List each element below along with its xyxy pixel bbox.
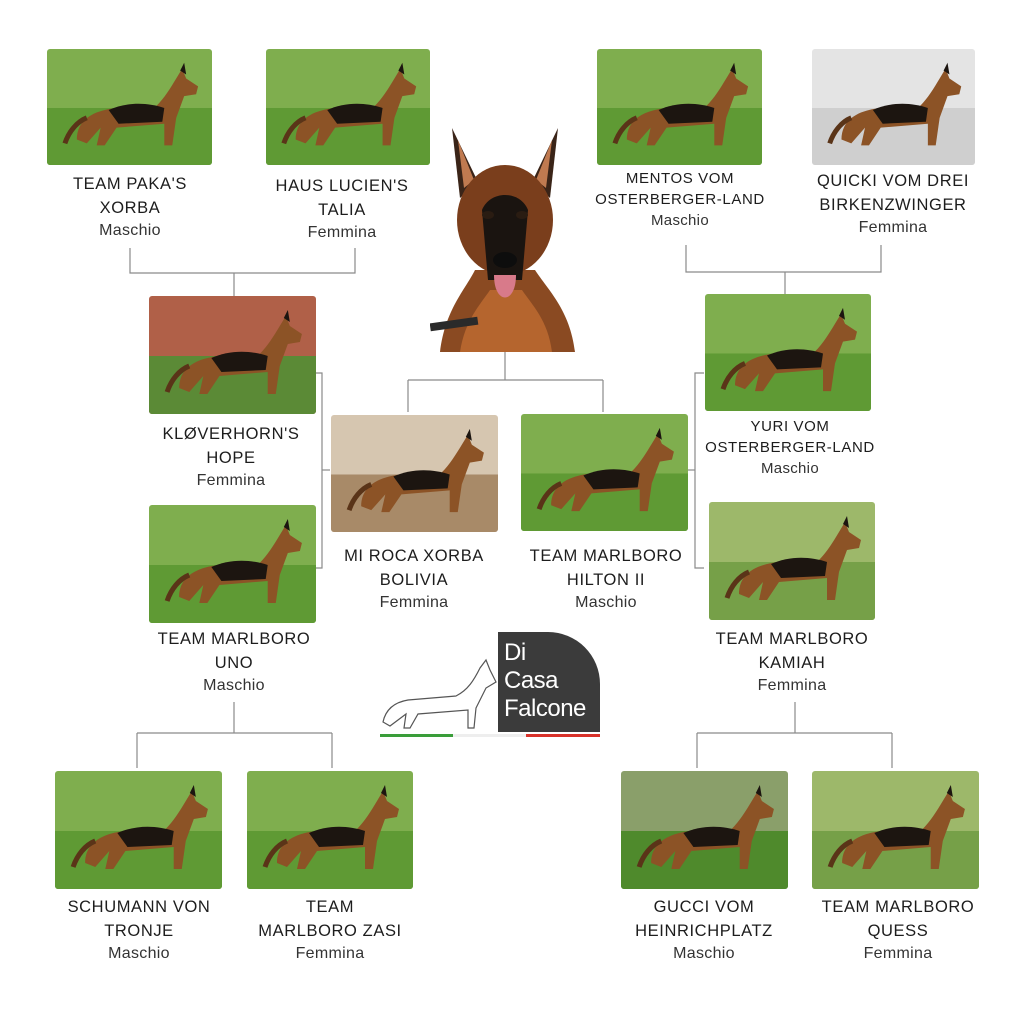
dog-name-line-1: KLØVERHORN'S xyxy=(162,425,300,443)
dog-name-line-2: QUESS xyxy=(867,922,929,940)
dog-icon xyxy=(709,502,875,620)
dog-name-line-1: MENTOS VOM xyxy=(625,170,735,187)
dog-photo-uno xyxy=(149,505,316,623)
dog-portrait-icon xyxy=(430,120,580,352)
dog-sex: Femmina xyxy=(379,594,449,611)
dog-photo-paka xyxy=(47,49,212,165)
dog-name-line-2: BOLIVIA xyxy=(379,571,449,589)
dog-name-line-2: TALIA xyxy=(318,201,366,219)
dog-photo-hope xyxy=(149,296,316,414)
dog-name-line-2: KAMIAH xyxy=(758,654,826,672)
dog-name-line-2: BIRKENZWINGER xyxy=(819,196,967,214)
dog-photo-mentos xyxy=(597,49,762,165)
dog-label-mentos xyxy=(595,168,765,231)
dog-photo-zasi xyxy=(247,771,413,889)
dog-label-gucci xyxy=(635,895,773,965)
dog-label-zasi xyxy=(258,895,402,965)
dog-photo-talia xyxy=(266,49,430,165)
dog-sex: Femmina xyxy=(307,224,377,241)
dog-name-line-1: YURI VOM xyxy=(750,418,830,435)
dog-icon xyxy=(621,771,788,889)
dog-name-line-2: OSTERBERGER-LAND xyxy=(595,191,765,208)
dog-photo-kamiah xyxy=(709,502,875,620)
dog-name-line-1: TEAM MARLBORO xyxy=(715,630,869,648)
dog-label-uno xyxy=(158,627,311,697)
dog-icon xyxy=(331,415,498,532)
dog-label-paka xyxy=(73,172,187,242)
dog-icon xyxy=(521,414,688,531)
dog-sex: Maschio xyxy=(761,460,819,477)
dog-name-line-2: HOPE xyxy=(206,449,256,467)
logo-line-2: Casa xyxy=(504,667,559,694)
dog-name-line-2: HILTON II xyxy=(566,571,646,589)
dog-label-hope xyxy=(163,422,300,492)
dog-name-line-1: TEAM xyxy=(305,898,355,916)
dog-photo-gucci xyxy=(621,771,788,889)
dog-sex: Femmina xyxy=(196,472,266,489)
dog-name-line-1: TEAM PAKA'S xyxy=(73,175,187,193)
dog-name-line-1: MI ROCA XORBA xyxy=(344,547,484,565)
dog-name-line-1: HAUS LUCIEN'S xyxy=(275,177,409,195)
dog-icon xyxy=(705,294,871,411)
dog-icon xyxy=(597,49,762,165)
dog-sex: Maschio xyxy=(203,677,265,694)
dog-sex: Maschio xyxy=(108,945,170,962)
logo-line-3: Falcone xyxy=(504,695,586,722)
dog-photo-quess xyxy=(812,771,979,889)
dog-sex: Femmina xyxy=(757,677,827,694)
dog-name-line-2: HEINRICHPLATZ xyxy=(635,922,773,940)
dog-name-line-1: TEAM MARLBORO xyxy=(157,630,311,648)
di-casa-falcone-logo xyxy=(378,630,602,742)
dog-name-line-1: TEAM MARLBORO xyxy=(529,547,683,565)
dog-label-quess xyxy=(822,895,975,965)
dog-name-line-2: UNO xyxy=(214,654,254,672)
dog-icon xyxy=(149,296,316,414)
dog-name-line-2: TRONJE xyxy=(104,922,174,940)
center-dog-portrait xyxy=(430,120,580,352)
dog-icon xyxy=(247,771,413,889)
dog-label-quicki xyxy=(817,169,969,239)
dog-label-talia xyxy=(276,174,409,244)
dog-photo-bolivia xyxy=(331,415,498,532)
dog-label-bolivia xyxy=(344,544,484,614)
dog-name-line-2: OSTERBERGER-LAND xyxy=(705,439,875,456)
dog-name-line-1: SCHUMANN VON xyxy=(67,898,211,916)
dog-icon xyxy=(266,49,430,165)
dog-icon xyxy=(812,771,979,889)
dog-sex: Femmina xyxy=(858,219,928,236)
dog-name-line-1: GUCCI VOM xyxy=(653,898,755,916)
dog-icon xyxy=(149,505,316,623)
dog-sex: Maschio xyxy=(575,594,637,611)
dog-label-hilton xyxy=(530,544,683,614)
dog-photo-schumann xyxy=(55,771,222,889)
dog-name-line-1: TEAM MARLBORO xyxy=(821,898,975,916)
dog-sex: Maschio xyxy=(99,222,161,239)
dog-icon xyxy=(47,49,212,165)
dog-label-kamiah xyxy=(716,627,869,697)
dog-photo-quicki xyxy=(812,49,975,165)
dog-name-line-2: XORBA xyxy=(99,199,161,217)
dog-photo-hilton xyxy=(521,414,688,531)
dog-icon xyxy=(55,771,222,889)
dog-photo-yuri xyxy=(705,294,871,411)
dog-sex: Maschio xyxy=(673,945,735,962)
dog-sex: Femmina xyxy=(863,945,933,962)
dog-sex: Femmina xyxy=(295,945,365,962)
dog-label-yuri xyxy=(705,416,875,479)
logo-line-1: Di xyxy=(504,639,526,666)
dog-name-line-2: MARLBORO ZASI xyxy=(258,922,402,940)
dog-label-schumann xyxy=(68,895,211,965)
dog-icon xyxy=(812,49,975,165)
dog-name-line-1: QUICKI VOM DREI xyxy=(816,172,970,190)
dog-sex: Maschio xyxy=(651,212,709,229)
